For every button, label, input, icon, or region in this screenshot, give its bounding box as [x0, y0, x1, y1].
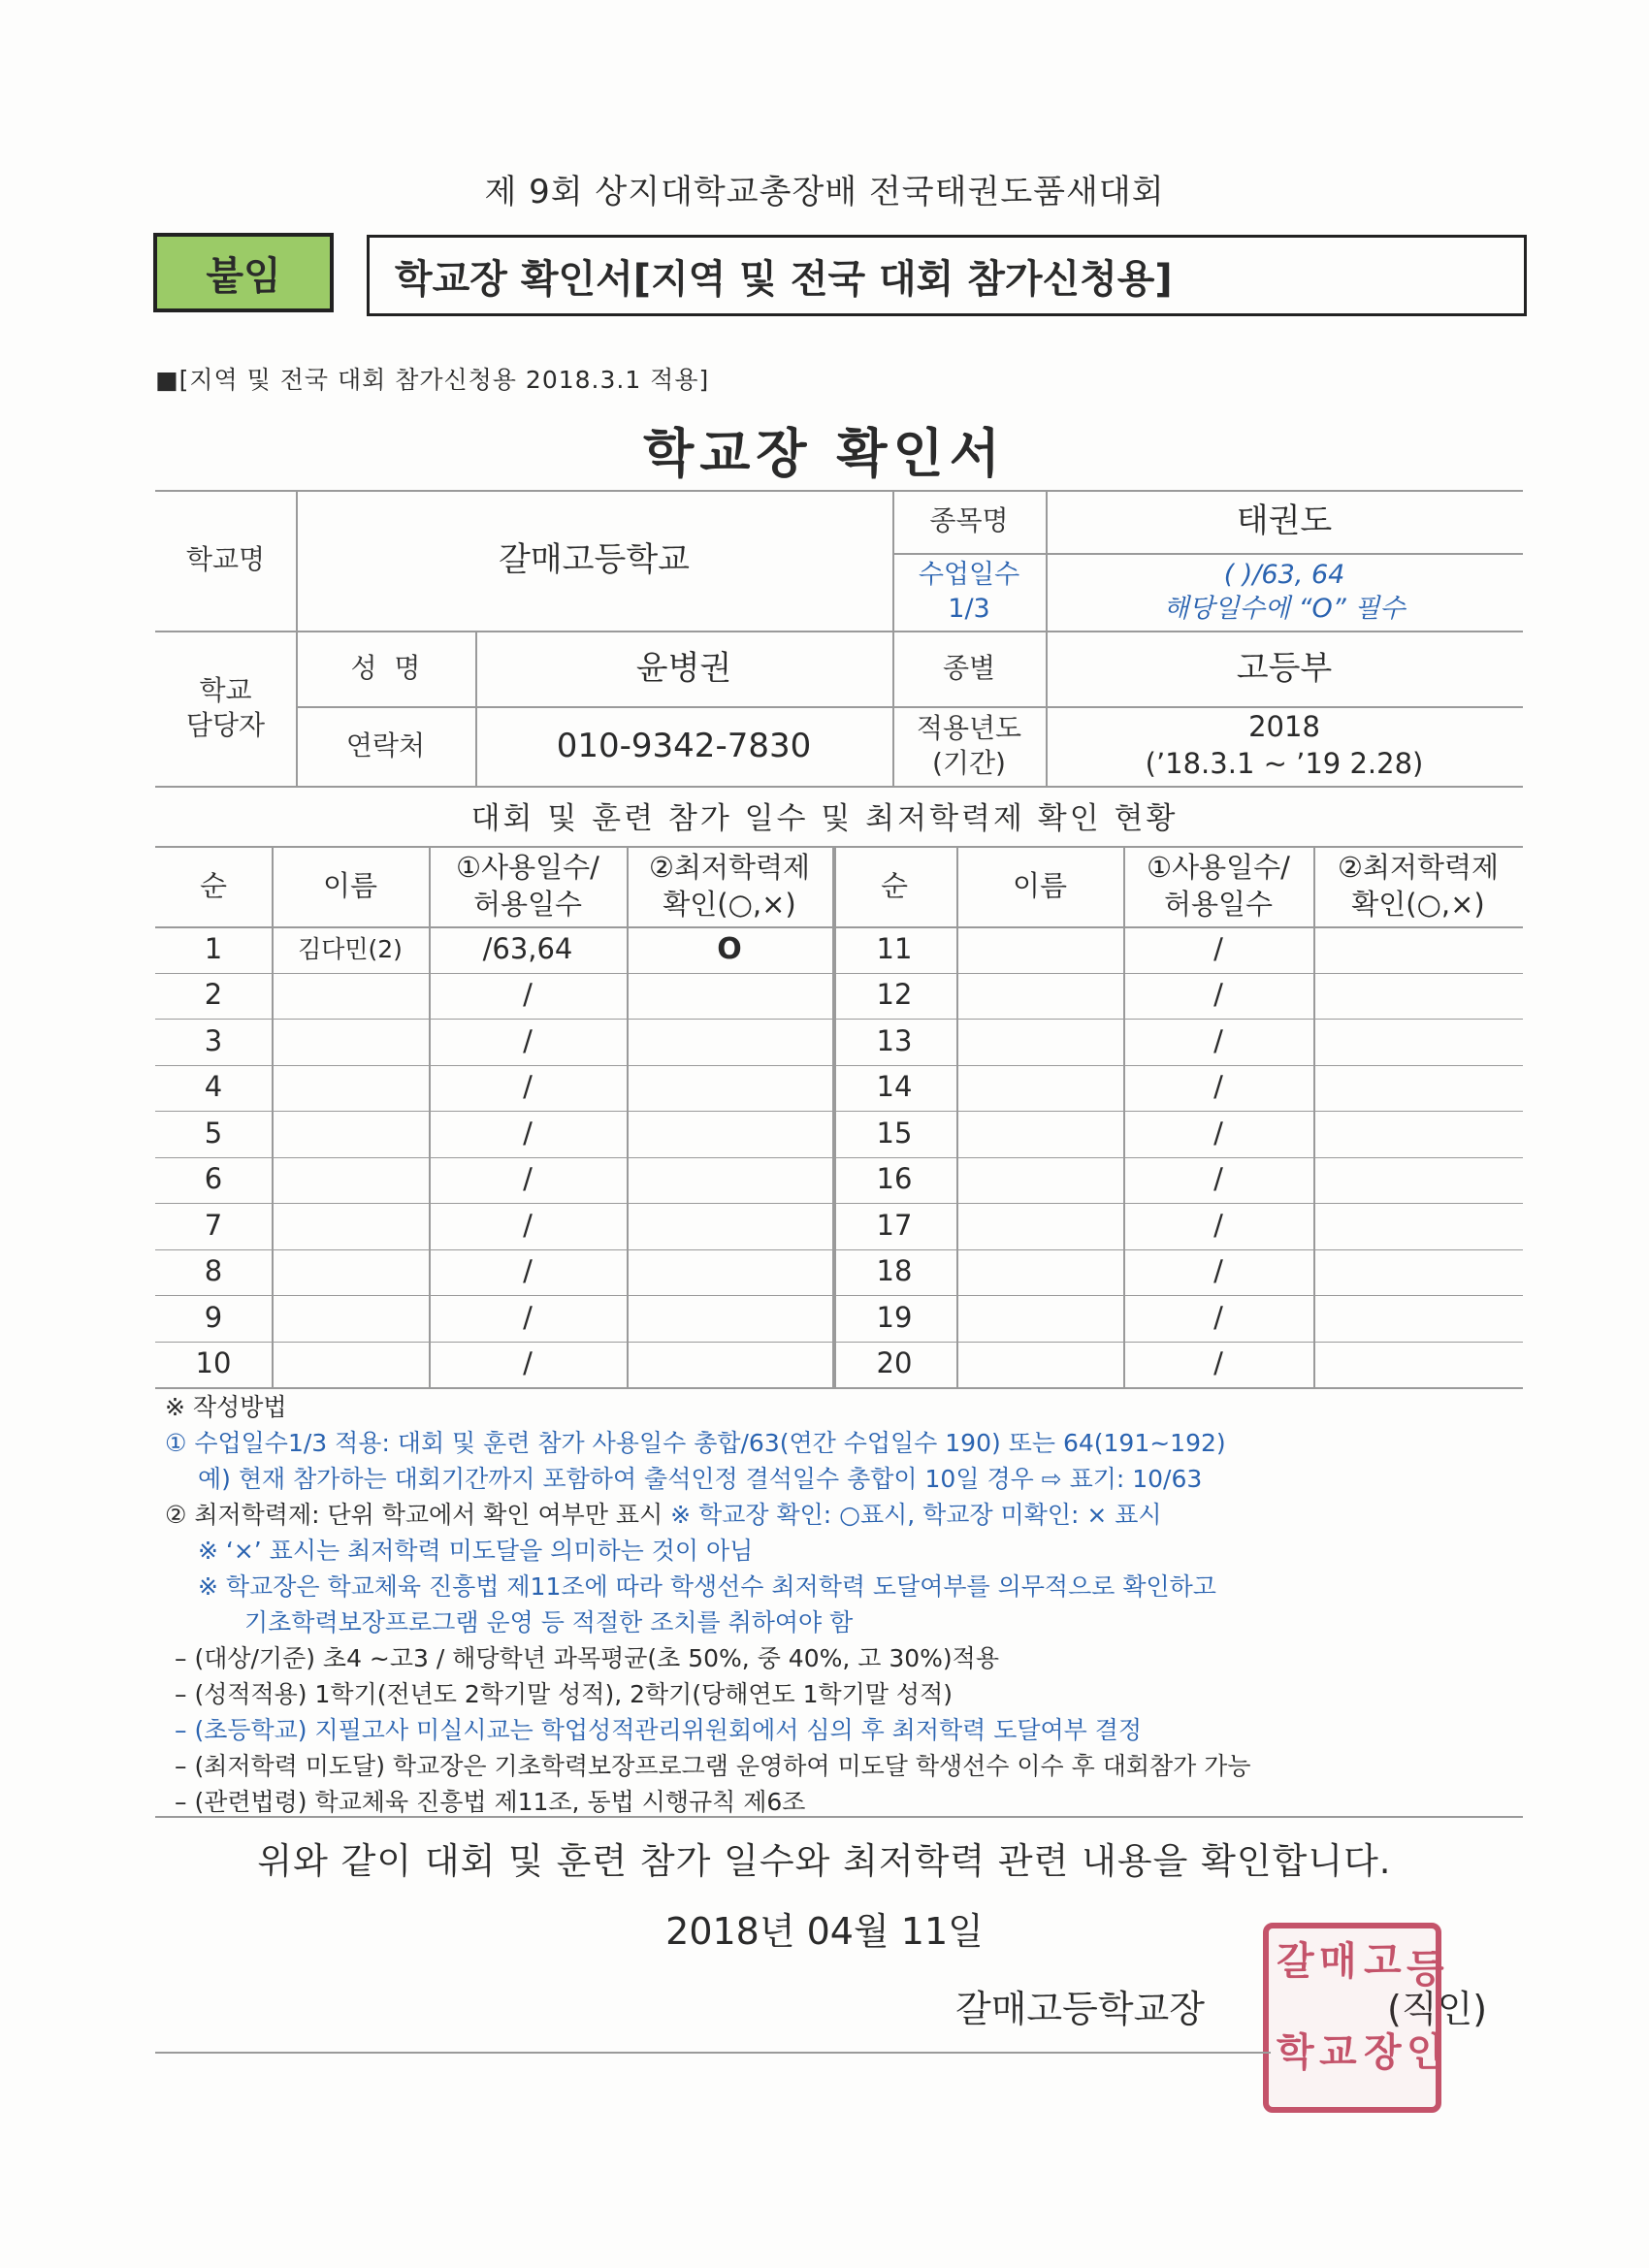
table-row-check — [1313, 926, 1523, 973]
table-row-name — [272, 1019, 429, 1065]
right-header-days — [1123, 846, 1313, 926]
right-header-days_1: ①사용일수/ — [1147, 850, 1290, 884]
right-header-name: 이름 — [1012, 868, 1068, 902]
attachment-label: 붙임 — [153, 233, 334, 312]
table-row-name — [956, 1249, 1123, 1296]
right-header-num: 순 — [880, 868, 908, 902]
table-row-num: 16 — [876, 1162, 913, 1196]
table-row-days: / — [1213, 1162, 1223, 1196]
detail-5: – (관련법령) 학교체육 진흥법 제11조, 동법 시행규칙 제6조 — [175, 1788, 806, 1816]
right-header-days_2: 허용일수 — [1163, 887, 1274, 921]
table-row-num: 17 — [876, 1208, 913, 1242]
detail-1: – (대상/기준) 초4 ~고3 / 해당학년 과목평균(초 50%, 중 40%, 고 30%)적용 — [175, 1644, 999, 1672]
event-label: 종목명 — [929, 504, 1009, 537]
seal-character: 등 — [1406, 1947, 1444, 1992]
table-row-check — [627, 1157, 832, 1204]
note-4b: 기초학력보장프로그램 운영 등 적절한 조치를 취하여야 함 — [244, 1608, 854, 1636]
table-row-check — [627, 1203, 832, 1249]
table-row-num: 1 — [204, 931, 223, 965]
table-row-check — [1313, 973, 1523, 1020]
class-days-value — [1046, 553, 1523, 631]
staff-name-value: 윤병권 — [635, 648, 732, 688]
note-3: ※ ‘×’ 표시는 최저학력 미도달을 의미하는 것이 아님 — [198, 1537, 754, 1565]
table-row-name — [956, 1203, 1123, 1249]
table-row-days: / — [523, 1346, 533, 1380]
detail-4: – (최저학력 미도달) 학교장은 기초학력보장프로그램 운영하여 미도달 학생선수 이수 후 대회참가 가능 — [175, 1752, 1251, 1780]
document-title: 학교장 확인서 — [643, 423, 1006, 484]
table-row-name — [956, 1157, 1123, 1204]
table-row-name — [956, 1342, 1123, 1388]
table-row-name — [272, 1111, 429, 1157]
right-header-check_1: ②최저학력제 — [1337, 850, 1500, 884]
table-row-days: / — [523, 1208, 533, 1242]
table-row-check — [1313, 1111, 1523, 1157]
table-row-num: 3 — [204, 1023, 223, 1057]
seal-character: 장 — [1364, 2030, 1402, 2075]
note-1b: 예) 현재 참가하는 대회기간까지 포함하여 출석인정 결석일수 총합이 10일 경우 ⇨ 표기: 10/63 — [198, 1465, 1203, 1493]
table-row-days: / — [523, 1254, 533, 1288]
table-row-check — [627, 1065, 832, 1112]
table-row-days: / — [523, 1162, 533, 1196]
table-row-days: / — [1213, 1023, 1223, 1057]
contact-label: 연락처 — [345, 729, 426, 761]
notes-heading: ※ 작성방법 — [165, 1393, 287, 1421]
right-header-check_2: 확인(○,×) — [1351, 887, 1485, 921]
left-header-days_1: ①사용일수/ — [456, 850, 599, 884]
table-row-num: 8 — [204, 1254, 223, 1288]
table-row-num: 15 — [876, 1116, 913, 1150]
table-row-name — [956, 1295, 1123, 1342]
divider-bottom — [155, 2052, 1271, 2054]
note-2a: ② 최저학력제: 단위 학교에서 확인 여부만 표시 — [165, 1501, 663, 1529]
year-label-line1: 적용년도 — [916, 711, 1022, 744]
left-header-check_2: 확인(○,×) — [663, 887, 796, 921]
table-row-name — [956, 973, 1123, 1020]
table-row-num: 13 — [876, 1023, 913, 1057]
table-row-num: 6 — [204, 1162, 223, 1196]
left-header-days_2: 허용일수 — [472, 887, 583, 921]
year-value-line2: (’18.3.1 ~ ’19 2.28) — [1145, 747, 1424, 780]
class-days-label — [892, 553, 1046, 631]
table-row-check — [1313, 1295, 1523, 1342]
table-row-num: 12 — [876, 978, 913, 1012]
table-row-num: 4 — [204, 1070, 223, 1104]
left-header-days — [429, 846, 627, 926]
seal-character: 교 — [1319, 2030, 1357, 2075]
table-row-check: O — [717, 932, 742, 967]
note-2b: ※ 학교장 확인: ○표시, 학교장 미확인: × 표시 — [670, 1501, 1162, 1529]
left-header-name: 이름 — [322, 868, 378, 902]
table-row-days: / — [1213, 1300, 1223, 1334]
table-row-num: 2 — [204, 978, 223, 1012]
table-row-check — [1313, 1157, 1523, 1204]
right-header-check — [1313, 846, 1523, 926]
table-row-check — [627, 1111, 832, 1157]
table-row-num: 7 — [204, 1208, 223, 1242]
seal-character: 학 — [1277, 2030, 1314, 2075]
division-label: 종별 — [942, 651, 996, 684]
table-row-num: 14 — [876, 1070, 913, 1104]
table-row-check — [1313, 1249, 1523, 1296]
left-header-check — [627, 846, 832, 926]
table-row-name: 김다민(2) — [298, 934, 403, 963]
table-row-name — [272, 1295, 429, 1342]
table-row-num: 10 — [195, 1346, 232, 1380]
class-days-label-line1: 수업일수 — [918, 559, 1020, 590]
school-name-value: 갈매고등학교 — [498, 540, 691, 580]
note-1a: ① 수업일수1/3 적용: 대회 및 훈련 참가 사용일수 총합/63(연간 수업일수 190) 또는 64(191~192) — [165, 1429, 1226, 1457]
table-row-check — [1313, 1065, 1523, 1112]
seal-label: (직인) — [1387, 1988, 1488, 2030]
table-row-check — [1313, 1203, 1523, 1249]
table-row-check — [1313, 1342, 1523, 1388]
staff-label-line1: 학교 — [199, 673, 252, 706]
table-row-name — [956, 1019, 1123, 1065]
seal-character: 매 — [1319, 1939, 1357, 1984]
staff-label-line2: 담당자 — [185, 709, 266, 741]
table-row-name — [956, 1065, 1123, 1112]
table-row-name — [956, 926, 1123, 973]
name-label: 성 명 — [350, 651, 421, 684]
left-header-num: 순 — [199, 868, 227, 902]
year-value — [1046, 706, 1523, 786]
table-row-name — [272, 1157, 429, 1204]
left-header-check_1: ②최저학력제 — [648, 850, 811, 884]
table-row-name — [272, 1203, 429, 1249]
table-row-days: / — [1213, 1346, 1223, 1380]
year-label-line2: (기간) — [932, 747, 1006, 779]
table-row-days: / — [1213, 978, 1223, 1012]
table-row-name — [272, 973, 429, 1020]
table-row-name — [272, 1249, 429, 1296]
year-value-line1: 2018 — [1248, 710, 1320, 744]
division-value: 고등부 — [1236, 648, 1333, 688]
confirm-text: 위와 같이 대회 및 훈련 참가 일수와 최저학력 관련 내용을 확인합니다. — [257, 1840, 1392, 1882]
class-days-label-line2: 1/3 — [948, 594, 990, 624]
table-row-num: 5 — [204, 1116, 223, 1150]
class-days-formula: ( )/63, 64 — [1223, 559, 1345, 590]
class-days-note: 해당일수에 “O” 필수 — [1163, 594, 1406, 624]
table-row-num: 18 — [876, 1254, 913, 1288]
table-row-days: /63,64 — [482, 931, 573, 965]
writing-notes — [165, 1389, 1542, 1820]
detail-3: – (초등학교) 지필고사 미실시교는 학업성적관리위원회에서 심의 후 최저학력 도달여부 결정 — [175, 1716, 1143, 1744]
table-row-days: / — [523, 1300, 533, 1334]
table-row-check — [1313, 1019, 1523, 1065]
table-row-check — [627, 1019, 832, 1065]
table-row-name — [956, 1111, 1123, 1157]
table-row-num: 9 — [204, 1300, 223, 1334]
divider-top — [155, 1816, 1523, 1818]
table-row-num: 19 — [876, 1300, 913, 1334]
table-row-days: / — [523, 1116, 533, 1150]
year-label — [892, 706, 1046, 786]
principal-name: 갈매고등학교장 — [955, 1988, 1205, 2030]
official-seal-stamp — [1263, 1923, 1444, 2113]
seal-character: 인 — [1406, 2030, 1444, 2075]
staff-label — [155, 631, 296, 786]
table-row-num: 20 — [876, 1346, 913, 1380]
table-row-check — [627, 973, 832, 1020]
table-row-check — [627, 1342, 832, 1388]
seal-character: 갈 — [1277, 1939, 1314, 1984]
table-row-days: / — [1213, 931, 1223, 965]
table-row-days: / — [1213, 1254, 1223, 1288]
date: 2018년 04월 11일 — [665, 1910, 984, 1953]
applied-note: ■[지역 및 전국 대회 참가신청용 2018.3.1 적용] — [155, 366, 710, 394]
seal-character: 고 — [1364, 1939, 1402, 1984]
detail-2: – (성적적용) 1학기(전년도 2학기말 성적), 2학기(당해연도 1학기말 성적) — [175, 1680, 953, 1708]
school-name-label: 학교명 — [185, 543, 266, 576]
note-4a: ※ 학교장은 학교체육 진흥법 제11조에 따라 학생선수 최저학력 도달여부를 의무적으로 확인하고 — [198, 1572, 1216, 1601]
table-row-check — [627, 1295, 832, 1342]
section-title: 대회 및 훈련 참가 일수 및 최저학력제 확인 현황 — [470, 801, 1179, 836]
table-row-days: / — [1213, 1208, 1223, 1242]
table-row-days: / — [1213, 1070, 1223, 1104]
table-row-check — [627, 1249, 832, 1296]
table-row-name — [272, 1065, 429, 1112]
event-value: 태권도 — [1236, 502, 1333, 541]
table-row-days: / — [523, 1070, 533, 1104]
table-row-days: / — [523, 1023, 533, 1057]
table-row-name — [272, 1342, 429, 1388]
competition-title: 제 9회 상지대학교총장배 전국태권도품새대회 — [484, 173, 1165, 211]
table-row-days: / — [523, 978, 533, 1012]
table-row-days: / — [1213, 1116, 1223, 1150]
contact-value: 010-9342-7830 — [556, 726, 812, 765]
header-title: 학교장 확인서[지역 및 전국 대회 참가신청용] — [367, 235, 1527, 316]
table-row-num: 11 — [876, 931, 913, 965]
